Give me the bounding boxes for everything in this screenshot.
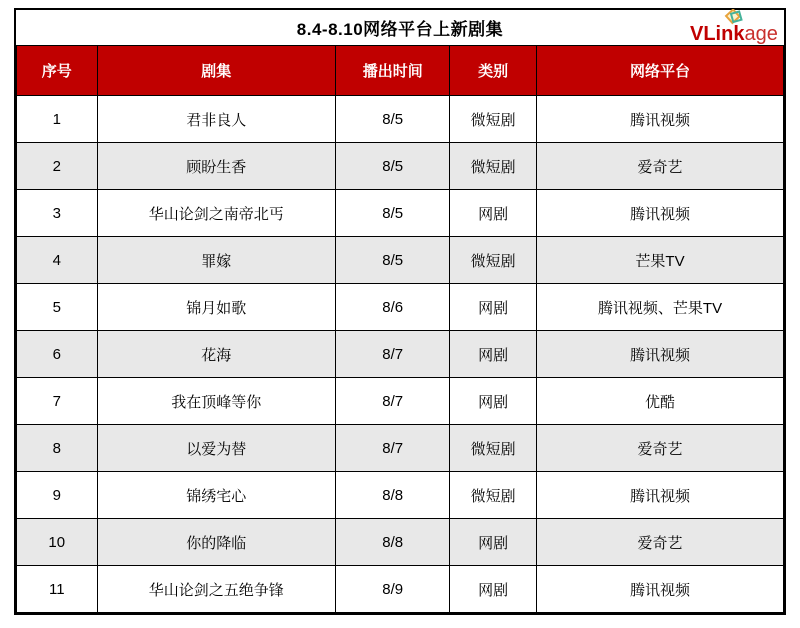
drama-schedule-table — [16, 45, 784, 613]
cell-no: 8 — [17, 425, 98, 472]
cell-date: 8/6 — [336, 284, 450, 331]
cell-date: 8/7 — [336, 378, 450, 425]
drama-table-sheet — [14, 8, 786, 615]
cell-category: 网剧 — [450, 519, 537, 566]
cell-title: 锦绣宅心 — [97, 472, 336, 519]
table-row — [17, 425, 784, 472]
cell-platform: 腾讯视频 — [537, 331, 784, 378]
cell-title: 华山论剑之南帝北丐 — [97, 190, 336, 237]
cell-no: 11 — [17, 566, 98, 613]
cell-title: 罪嫁 — [97, 237, 336, 284]
cell-platform: 腾讯视频 — [537, 96, 784, 143]
cell-platform: 腾讯视频、芒果TV — [537, 284, 784, 331]
cell-date: 8/5 — [336, 96, 450, 143]
cell-no: 4 — [17, 237, 98, 284]
column-header-date: 播出时间 — [336, 46, 450, 96]
cell-title: 花海 — [97, 331, 336, 378]
cell-title: 华山论剑之五绝争锋 — [97, 566, 336, 613]
cell-platform: 腾讯视频 — [537, 190, 784, 237]
logo-text-bold: VLink — [690, 23, 745, 45]
table-row — [17, 331, 784, 378]
cell-no: 10 — [17, 519, 98, 566]
cell-date: 8/9 — [336, 566, 450, 613]
cell-category: 网剧 — [450, 284, 537, 331]
table-row — [17, 143, 784, 190]
cell-category: 微短剧 — [450, 472, 537, 519]
logo-text-light: age — [744, 23, 778, 45]
table-row — [17, 237, 784, 284]
vlinkage-logo — [690, 10, 776, 45]
cell-no: 3 — [17, 190, 98, 237]
cell-category: 微短剧 — [450, 143, 537, 190]
cell-no: 5 — [17, 284, 98, 331]
cell-platform: 腾讯视频 — [537, 566, 784, 613]
cell-date: 8/8 — [336, 472, 450, 519]
cell-title: 君非良人 — [97, 96, 336, 143]
cell-title: 你的降临 — [97, 519, 336, 566]
cell-date: 8/5 — [336, 237, 450, 284]
table-row — [17, 378, 784, 425]
table-header-row — [17, 46, 784, 96]
cell-platform: 爱奇艺 — [537, 143, 784, 190]
cell-date: 8/5 — [336, 143, 450, 190]
cell-date: 8/7 — [336, 425, 450, 472]
cell-platform: 芒果TV — [537, 237, 784, 284]
vlinkage-wordmark — [690, 24, 778, 44]
column-header-category: 类别 — [450, 46, 537, 96]
cell-category: 微短剧 — [450, 237, 537, 284]
table-row — [17, 284, 784, 331]
cell-category: 网剧 — [450, 331, 537, 378]
cell-title: 以爱为替 — [97, 425, 336, 472]
cell-category: 网剧 — [450, 190, 537, 237]
page-title: 8.4-8.10网络平台上新剧集 — [296, 20, 504, 39]
cell-no: 9 — [17, 472, 98, 519]
cell-platform: 爱奇艺 — [537, 519, 784, 566]
cell-date: 8/7 — [336, 331, 450, 378]
cell-no: 1 — [17, 96, 98, 143]
table-row — [17, 96, 784, 143]
table-row — [17, 519, 784, 566]
cell-platform: 优酷 — [537, 378, 784, 425]
cell-no: 6 — [17, 331, 98, 378]
cell-no: 2 — [17, 143, 98, 190]
cell-title: 顾盼生香 — [97, 143, 336, 190]
cell-date: 8/5 — [336, 190, 450, 237]
table-row — [17, 472, 784, 519]
cell-platform: 腾讯视频 — [537, 472, 784, 519]
cell-date: 8/8 — [336, 519, 450, 566]
cell-category: 网剧 — [450, 566, 537, 613]
cell-no: 7 — [17, 378, 98, 425]
cell-category: 网剧 — [450, 378, 537, 425]
column-header-title: 剧集 — [97, 46, 336, 96]
table-row — [17, 566, 784, 613]
column-header-platform: 网络平台 — [537, 46, 784, 96]
cell-category: 微短剧 — [450, 96, 537, 143]
cell-title: 锦月如歌 — [97, 284, 336, 331]
column-header-no: 序号 — [17, 46, 98, 96]
cell-title: 我在顶峰等你 — [97, 378, 336, 425]
table-row — [17, 190, 784, 237]
title-band — [16, 10, 784, 45]
cell-category: 微短剧 — [450, 425, 537, 472]
cell-platform: 爱奇艺 — [537, 425, 784, 472]
